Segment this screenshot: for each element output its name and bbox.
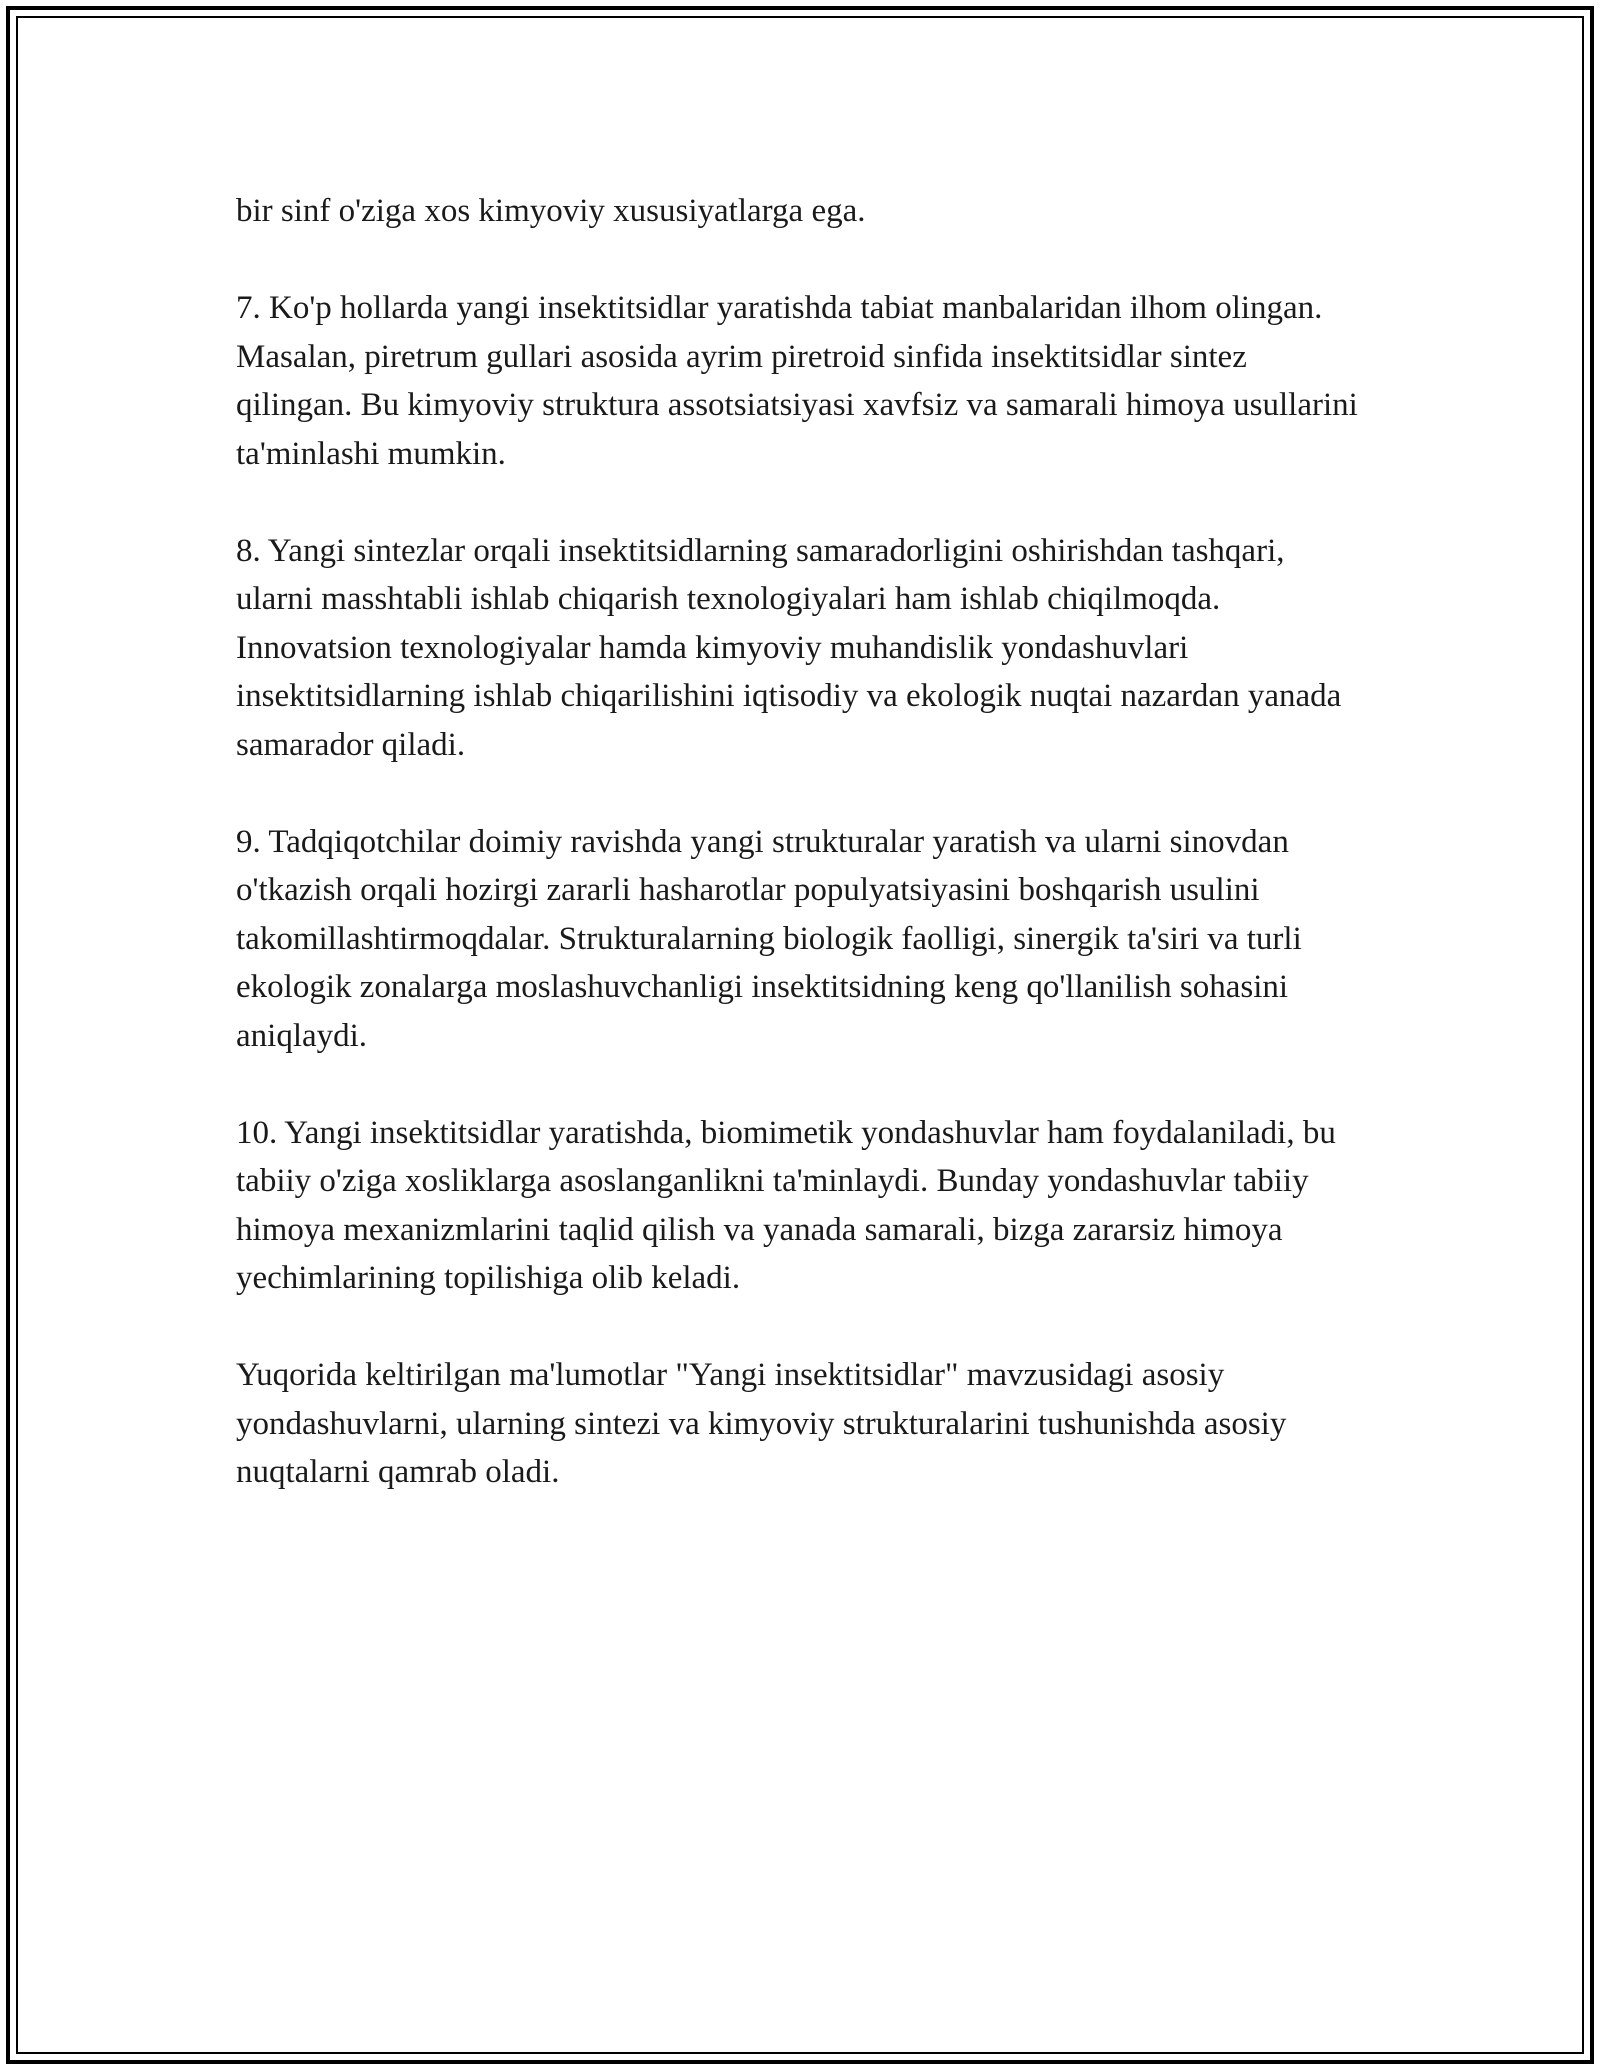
paragraph-conclusion: Yuqorida keltirilgan ma'lumotlar "Yangi insektitsidlar" mavzusidagi asosiy yondashuvlarni, ularning sintezi va kimyoviy strukturalarini tushunishda asosiy nuqtalarni qamrab oladi. [236,1357,1287,1490]
paragraph-item-9: 9. Tadqiqotchilar doimiy ravishda yangi strukturalar yaratish va ularni sinovdan o'tkazish orqali hozirgi zararli hasharotlar populyatsiyasini boshqarish usulini takomillashtirmoqdalar. Strukturalarning biologik faolligi, sinergik ta'siri va turli ekologik zonalarga moslashuvchanligi insektitsidning keng qo'llanilish sohasini aniqlaydi. [236,823,1302,1054]
paragraph-item-8: 8. Yangi sintezlar orqali insektitsidlarning samaradorligini oshirishdan tashqari, ularni masshtabli ishlab chiqarish texnologiyalari ham ishlab chiqilmoqda. Innovatsion texnologiyalar hamda kimyoviy muhandislik yondashuvlari insektitsidlarning ishlab chiqarilishini iqtisodiy va ekologik nuqtai nazardan yanada samarador qiladi. [236,532,1342,763]
paragraph-item-10: 10. Yangi insektitsidlar yaratishda, biomimetik yondashuvlar ham foydalaniladi, bu tabiiy o'ziga xosliklarga asoslanganlikni ta'minlaydi. Bunday yondashuvlar tabiiy himoya mexanizmlarini taqlid qilish va yanada samarali, bizga zararsiz himoya yechimlarining topilishiga olib keladi. [236,1114,1336,1296]
document-body [236,187,1366,1545]
paragraph-continuation: bir sinf o'ziga xos kimyoviy xususiyatlarga ega. [236,193,866,229]
paragraph-item-7: 7. Ko'p hollarda yangi insektitsidlar yaratishda tabiat manbalaridan ilhom olingan. Masalan, piretrum gullari asosida ayrim piretroid sinfida insektitsidlar sintez qilingan. Bu kimyoviy struktura assotsiatsiyasi xavfsiz va samarali himoya usullarini ta'minlashi mumkin. [236,290,1358,472]
